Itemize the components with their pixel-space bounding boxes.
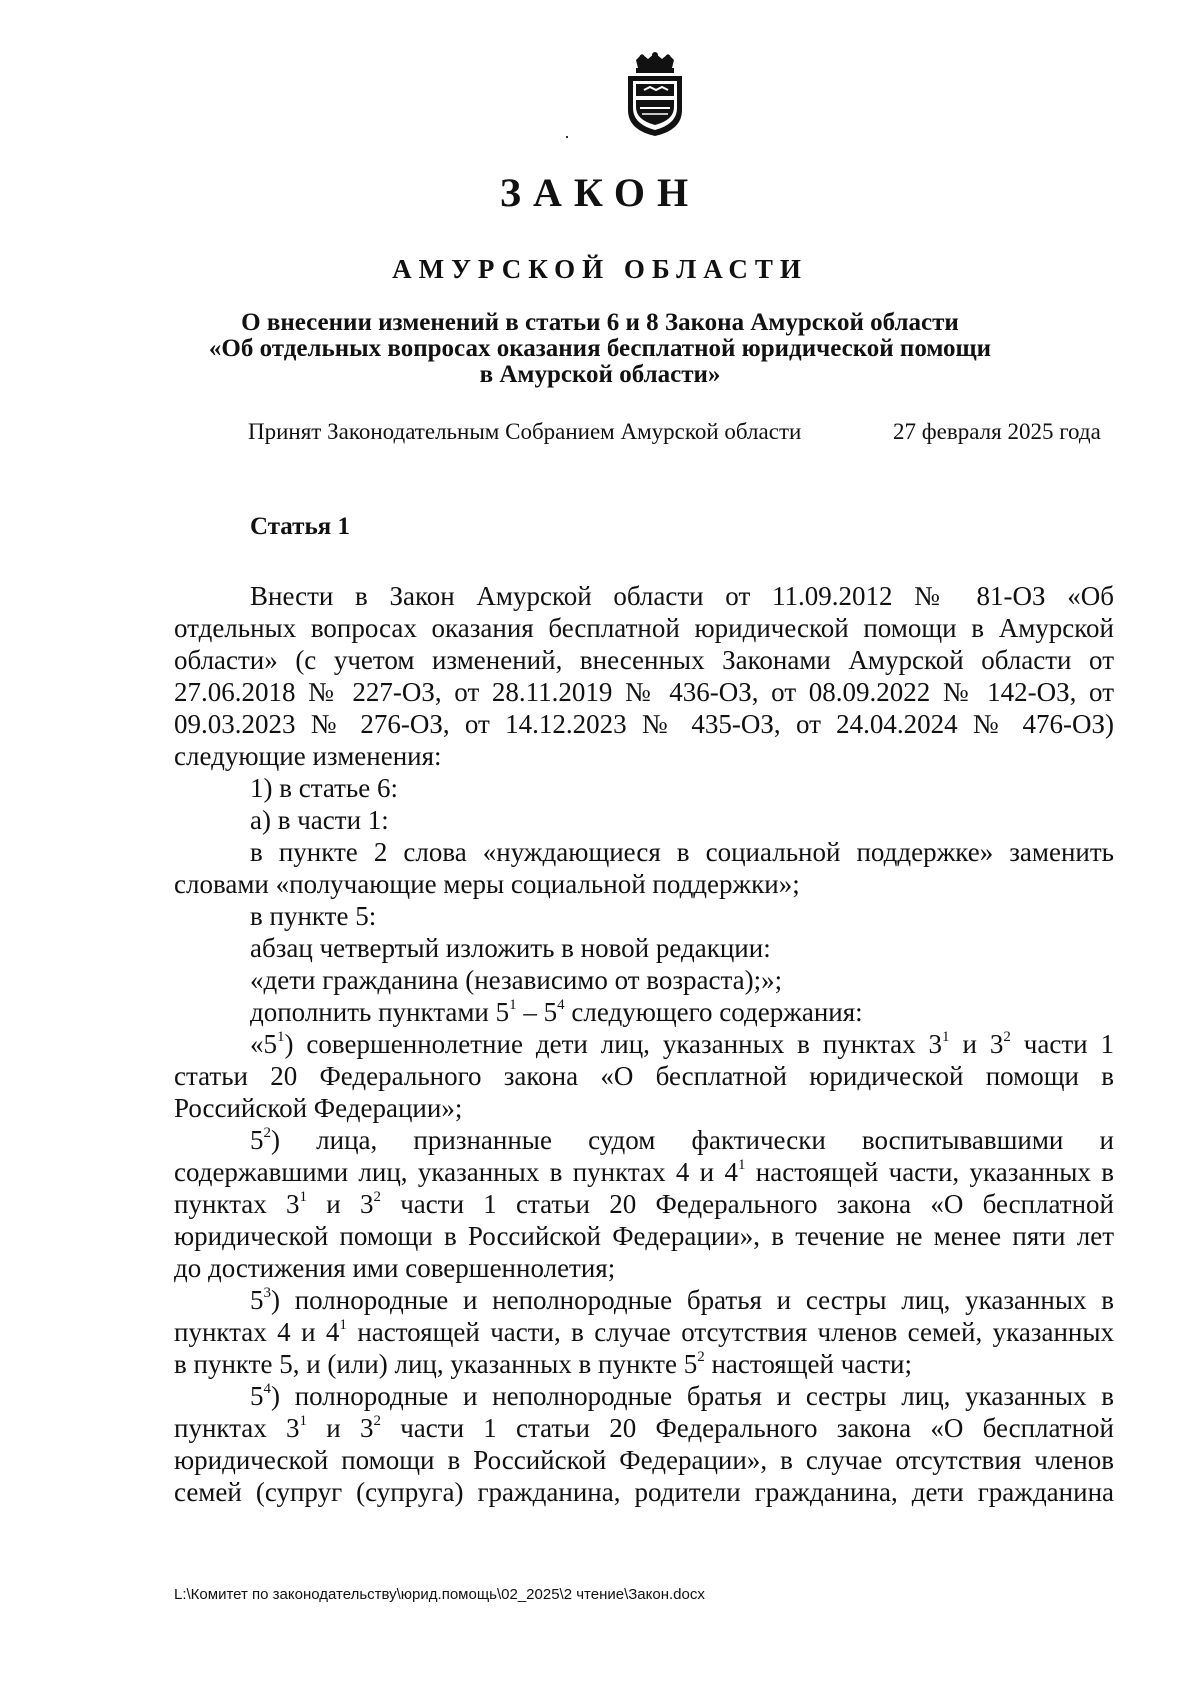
superscript-index: 1 xyxy=(942,1029,950,1045)
superscript-index: 1 xyxy=(299,1189,308,1205)
article-text-line xyxy=(174,836,1114,868)
text-run: ) полнородные и неполнородные братья и сестры лиц, указанных в xyxy=(271,1285,1114,1315)
article-body xyxy=(174,580,1114,1508)
text-run: настоящей части, в случае отсутствия членов семей, указанных xyxy=(346,1317,1114,1347)
text-run: отдельных вопросах оказания бесплатной юридической помощи в Амурской xyxy=(174,613,1114,643)
article-text-line xyxy=(174,1220,1114,1252)
text-run: в пункте 2 слова «нуждающиеся в социальной поддержке» заменить xyxy=(250,837,1114,867)
text-run: области» (с учетом изменений, внесенных Законами Амурской области от xyxy=(174,645,1114,675)
text-run: и 3 xyxy=(949,1029,1004,1059)
text-run: статьи 20 Федерального закона «О бесплатной юридической помощи в xyxy=(174,1061,1114,1091)
adopted-by: Принят Законодательным Собранием Амурской области xyxy=(248,419,802,444)
text-run: пунктах 3 xyxy=(174,1189,300,1219)
superscript-index: 3 xyxy=(263,1285,271,1301)
text-run: 5 xyxy=(250,1381,264,1411)
text-run: юридической помощи в Российской Федерации», в течение не менее пяти лет xyxy=(174,1221,1114,1251)
text-run: следующие изменения: xyxy=(174,741,442,771)
article-text-line xyxy=(174,1092,1114,1124)
article-text-line xyxy=(174,1124,1114,1156)
text-run: юридической помощи в Российской Федерации», в случае отсутствия членов xyxy=(174,1445,1114,1475)
text-run: настоящей части, указанных в xyxy=(745,1157,1114,1187)
superscript-index: 1 xyxy=(299,1413,308,1429)
law-name-line: «Об отдельных вопросах оказания бесплатной юридической помощи xyxy=(208,335,992,362)
article-heading: Статья 1 xyxy=(250,513,350,540)
law-name xyxy=(150,310,1050,388)
text-run: и 3 xyxy=(307,1413,374,1443)
text-run: пунктах 4 и 4 xyxy=(174,1317,340,1347)
article-text-line xyxy=(174,900,1114,932)
text-run: 27.06.2018 № 227-ОЗ, от 28.11.2019 № 436-ОЗ, от 08.09.2022 № 142-ОЗ, от xyxy=(174,677,1114,707)
text-run: 1) в статье 6: xyxy=(250,773,398,803)
superscript-index: 2 xyxy=(373,1413,381,1429)
article-text-line xyxy=(174,708,1114,740)
article-text-line xyxy=(174,1156,1114,1188)
text-run: семей (супруг (супруга) гражданина, родители гражданина, дети гражданина xyxy=(174,1477,1114,1507)
text-run: «дети гражданина (независимо от возраста);»; xyxy=(250,965,783,995)
superscript-index: 1 xyxy=(339,1317,347,1333)
text-run: «5 xyxy=(250,1029,277,1059)
article-text-line xyxy=(174,676,1114,708)
superscript-index: 2 xyxy=(1003,1029,1011,1045)
article-text-line xyxy=(174,644,1114,676)
text-run: следующего содержания: xyxy=(564,997,863,1027)
superscript-index: 4 xyxy=(557,997,565,1013)
article-text-line xyxy=(174,1028,1114,1060)
text-run: дополнить пунктами 5 xyxy=(250,997,510,1027)
adopted-date: 27 февраля 2025 года xyxy=(893,419,1101,444)
article-text-line xyxy=(174,1412,1114,1444)
law-name-line: О внесении изменений в статьи 6 и 8 Закона Амурской области xyxy=(241,309,959,336)
article-text-line xyxy=(174,1380,1114,1412)
text-run: настоящей части; xyxy=(704,1349,912,1379)
article-text-line xyxy=(174,964,1114,996)
scan-dot xyxy=(566,136,568,138)
law-name-line: в Амурской области» xyxy=(479,361,721,388)
article-text-line xyxy=(174,868,1114,900)
superscript-index: 2 xyxy=(373,1189,381,1205)
text-run: содержавшими лиц, указанных в пунктах 4 и 4 xyxy=(174,1157,738,1187)
text-run: пунктах 3 xyxy=(174,1413,300,1443)
article-text-line xyxy=(174,1252,1114,1284)
text-run: Внести в Закон Амурской области от 11.09.2012 № 81-ОЗ «Об xyxy=(250,581,1114,611)
text-run: части 1 статьи 20 Федерального закона «О бесплатной xyxy=(380,1413,1114,1443)
article-text-line xyxy=(174,772,1114,804)
article-text-line xyxy=(174,1476,1114,1508)
article-text-line xyxy=(174,1316,1114,1348)
text-run: ) совершеннолетние дети лиц, указанных в пунктах 3 xyxy=(284,1029,943,1059)
text-run: а) в части 1: xyxy=(250,805,389,835)
article-text-line xyxy=(174,804,1114,836)
article-text-line xyxy=(174,1348,1114,1380)
text-run: в пункте 5: xyxy=(250,901,377,931)
text-run: – 5 xyxy=(516,997,558,1027)
text-run: словами «получающие меры социальной поддержки»; xyxy=(174,869,800,899)
article-text-line xyxy=(174,580,1114,612)
text-run: абзац четвертый изложить в новой редакции: xyxy=(250,933,771,963)
coat-of-arms-emblem xyxy=(620,52,690,138)
article-text-line xyxy=(174,1284,1114,1316)
text-run: в пункте 5, и (или) лиц, указанных в пункте 5 xyxy=(174,1349,698,1379)
footer-file-path: L:\Комитет по законодательству\юрид.помощь\02_2025\2 чтение\Закон.docx xyxy=(174,1586,705,1603)
text-run: части 1 статьи 20 Федерального закона «О бесплатной xyxy=(380,1189,1114,1219)
superscript-index: 1 xyxy=(509,997,517,1013)
article-text-line xyxy=(174,1444,1114,1476)
text-run: Российской Федерации»; xyxy=(174,1093,463,1123)
text-run: до достижения ими совершеннолетия; xyxy=(174,1253,616,1283)
text-run: и 3 xyxy=(307,1189,374,1219)
superscript-index: 2 xyxy=(263,1125,271,1141)
article-text-line xyxy=(174,1060,1114,1092)
article-text-line xyxy=(174,740,1114,772)
text-run: ) полнородные и неполнородные братья и сестры лиц, указанных в xyxy=(271,1381,1114,1411)
superscript-index: 1 xyxy=(277,1029,285,1045)
article-text-line xyxy=(174,932,1114,964)
document-title: ЗАКОН xyxy=(499,170,701,215)
document-subtitle: АМУРСКОЙ ОБЛАСТИ xyxy=(392,254,808,284)
text-run: ) лица, признанные судом фактически воспитывавшими и xyxy=(271,1125,1114,1155)
article-text-line xyxy=(174,612,1114,644)
superscript-index: 4 xyxy=(263,1381,271,1397)
text-run: 5 xyxy=(250,1285,264,1315)
article-text-line xyxy=(174,1188,1114,1220)
superscript-index: 1 xyxy=(737,1157,746,1173)
text-run: 09.03.2023 № 276-ОЗ, от 14.12.2023 № 435-ОЗ, от 24.04.2024 № 476-ОЗ) xyxy=(174,709,1114,739)
text-run: части 1 xyxy=(1010,1029,1114,1059)
superscript-index: 2 xyxy=(697,1349,705,1365)
article-text-line xyxy=(174,996,1114,1028)
text-run: 5 xyxy=(250,1125,264,1155)
